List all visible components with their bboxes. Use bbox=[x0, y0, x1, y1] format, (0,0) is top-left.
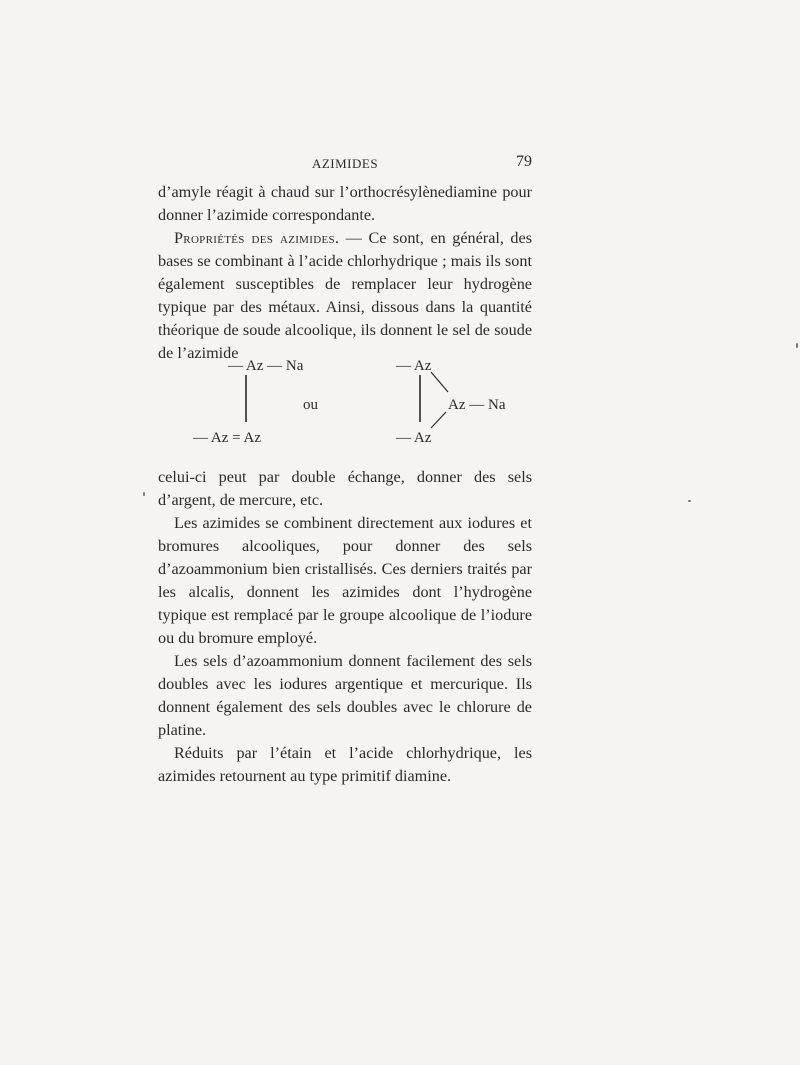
paragraph-reduction: Réduits par l’étain et l’acide chlorhydrique, les azimides retournent au type primitif diamine. bbox=[158, 744, 532, 785]
paper-speck bbox=[688, 500, 691, 502]
running-head bbox=[158, 153, 532, 173]
paragraph-properties-text: — Ce sont, en général, des bases se combinant à l’acide chlorhydrique ; mais ils sont également susceptibles de remplacer leur hydrogène typique par des métaux. Ainsi, dissous dans la quantité théorique de soude alcoolique, ils donnent le sel de soude de l’azimide bbox=[158, 229, 532, 362]
section-heading: Propriétés des azimides. bbox=[174, 229, 340, 247]
formula-right-middle: Az — Na bbox=[448, 397, 506, 413]
paper-speck bbox=[143, 492, 145, 496]
paragraph-double-salts: Les sels d’azoammonium donnent facilement des sels doubles avec les iodures argentique et mercurique. Ils donnent également des sels doubles avec le chlorure de platine. bbox=[158, 652, 532, 739]
text-block-lower bbox=[158, 466, 532, 788]
formula-left-bottom: — Az = Az bbox=[193, 430, 262, 446]
page-number: 79 bbox=[516, 153, 532, 170]
formula-right-bottom: — Az bbox=[396, 430, 432, 446]
formula-connector: ou bbox=[303, 397, 318, 413]
text-block-upper bbox=[158, 181, 532, 365]
paper-speck bbox=[796, 343, 798, 348]
paragraph-exchange: celui-ci peut par double échange, donner des sels d’argent, de mercure, etc. bbox=[158, 468, 532, 509]
formula-left-top: — Az — Na bbox=[228, 358, 304, 374]
formula-right-top: — Az bbox=[396, 358, 432, 374]
paragraph-properties bbox=[158, 227, 532, 365]
chemical-formula bbox=[150, 350, 550, 460]
running-title: AZIMIDES bbox=[311, 156, 379, 171]
paragraph-continuation: d’amyle réagit à chaud sur l’orthocrésylènediamine pour donner l’azimide correspondante. bbox=[158, 183, 532, 224]
paragraph-iodides: Les azimides se combinent directement aux iodures et bromures alcooliques, pour donner des sels d’azoammonium bien cristallisés. Ces derniers traités par les alcalis, donnent les azimides dont l’hydrogène typique est remplacé par le groupe alcoolique de l’iodure ou du bromure employé. bbox=[158, 514, 532, 647]
